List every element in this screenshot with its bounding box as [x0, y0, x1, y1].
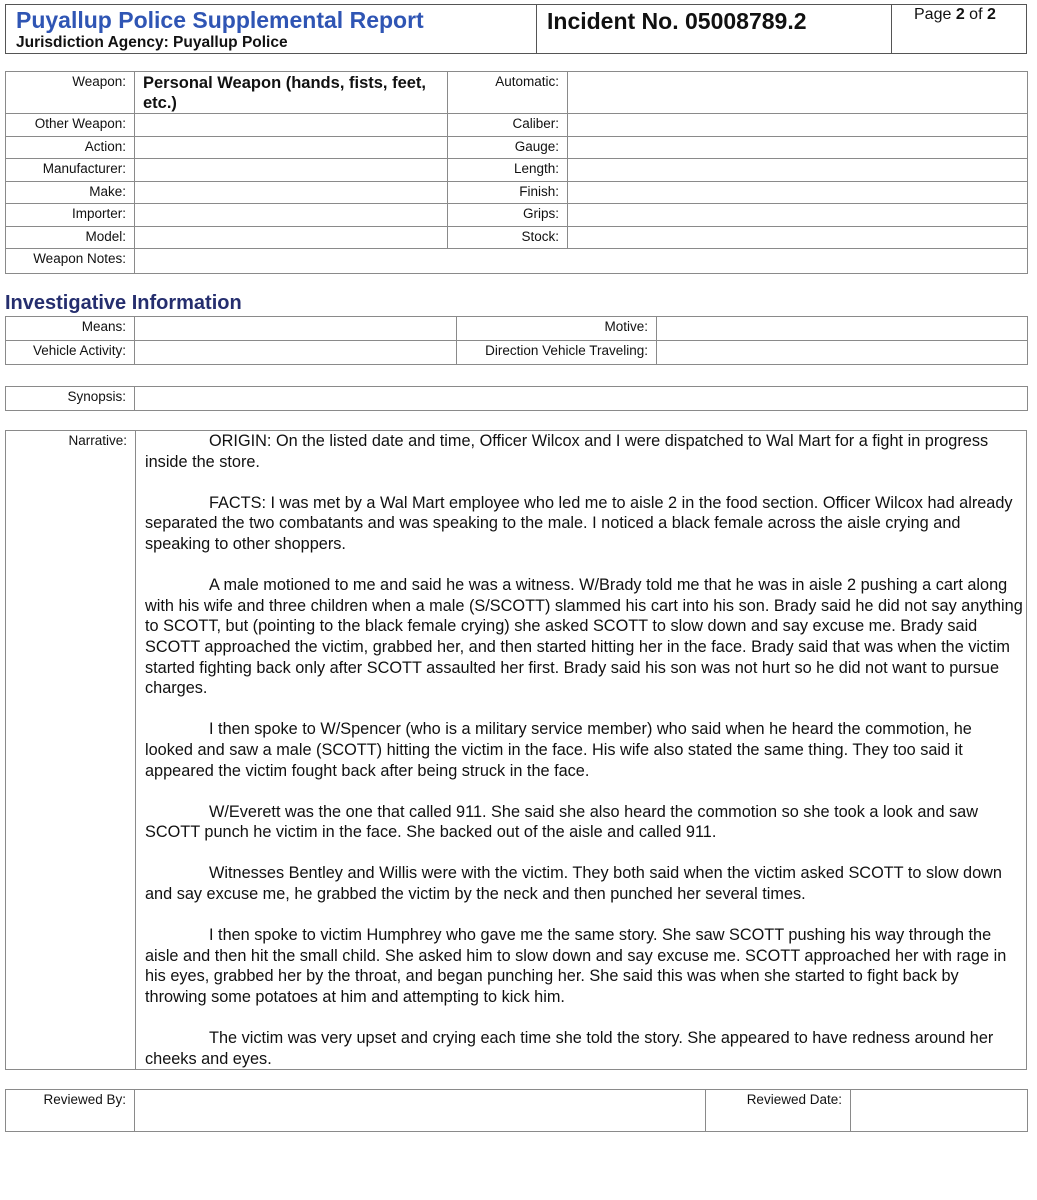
reviewed-date-value: [851, 1090, 1028, 1132]
report-title: Puyallup Police Supplemental Report: [16, 7, 424, 33]
automatic-label: Automatic:: [448, 72, 568, 114]
length-value: [568, 159, 1028, 182]
synopsis-table: [5, 386, 1028, 411]
narrative-paragraph: A male motioned to me and said he was a witness. W/Brady told me that he was in aisle 2 pushing a cart along with his wife and three children when a male (S/SCOTT) slammed his cart into his son. Brady said he did not say anything to SCOTT, but (pointing to the black female crying) she asked SCOTT to slow down and say excuse me. Brady said SCOTT approached the victim, grabbed her, and then started hitting her in the face. Brady said that was when the victim started fighting back only after SCOTT assaulted her first. Brady said his son was not hurt so he did not want to pursue charges.: [145, 576, 1023, 698]
review-row: [6, 1090, 1028, 1132]
narrative-paragraph: FACTS: I was met by a Wal Mart employee who led me to aisle 2 in the food section. Officer Wilcox had already separated the two combatants and was speaking to the male. I noticed a black female across the aisle crying and speaking to other shoppers.: [145, 493, 1013, 553]
direction-vehicle-value: [657, 341, 1028, 365]
section-title-investigative: Investigative Information: [5, 292, 242, 314]
narrative-paragraph: Witnesses Bentley and Willis were with the victim. They both said when the victim asked SCOTT to slow down and say excuse me, he grabbed the victim by the neck and then punched her several times.: [145, 864, 1002, 904]
page-number-cell: [892, 5, 1026, 53]
report-header: [5, 4, 1027, 54]
caliber-label: Caliber:: [448, 114, 568, 137]
importer-row: [6, 204, 1028, 227]
synopsis-value: [135, 387, 1028, 411]
make-value: [135, 182, 448, 204]
finish-label: Finish:: [448, 182, 568, 204]
gauge-value: [568, 137, 1028, 159]
narrative-text: [145, 431, 1023, 1090]
weapon-value: Personal Weapon (hands, fists, feet, etc.): [135, 72, 448, 114]
weapon-table: [5, 71, 1028, 274]
action-value: [135, 137, 448, 159]
automatic-value: [568, 72, 1028, 114]
means-label: Means:: [6, 317, 135, 341]
action-label: Action:: [6, 137, 135, 159]
direction-vehicle-label: Direction Vehicle Traveling:: [457, 341, 657, 365]
means-value: [135, 317, 457, 341]
incident-number: Incident No. 05008789.2: [547, 8, 807, 34]
manufacturer-value: [135, 159, 448, 182]
narrative-paragraph: I then spoke to W/Spencer (who is a military service member) who said when he heard the commotion, he looked and saw a male (SCOTT) hitting the victim in the face. His wife also stated the same thing. They too said it appeared the victim fought back after being struck in the face.: [145, 720, 972, 780]
model-label: Model:: [6, 227, 135, 249]
narrative-paragraph: W/Everett was the one that called 911. She said she also heard the commotion so she took a look and saw SCOTT punch he victim in the face. She backed out of the aisle and called 911.: [145, 802, 978, 842]
manufacturer-row: [6, 159, 1028, 182]
narrative-label-cell: [6, 431, 136, 1069]
review-table: [5, 1089, 1028, 1132]
vehicle-row: [6, 341, 1028, 365]
importer-value: [135, 204, 448, 227]
incident-number-cell: [537, 5, 892, 53]
make-row: [6, 182, 1028, 204]
narrative-label: Narrative:: [68, 433, 127, 448]
reviewed-date-label: Reviewed Date:: [706, 1090, 851, 1132]
reviewed-by-value: [135, 1090, 706, 1132]
jurisdiction-agency: Jurisdiction Agency: Puyallup Police: [16, 34, 288, 51]
weapon-label: Weapon:: [6, 72, 135, 114]
report-title-cell: [6, 5, 537, 53]
investigative-table: [5, 316, 1028, 365]
length-label: Length:: [448, 159, 568, 182]
weapon-row: [6, 72, 1028, 114]
narrative-paragraph: The victim was very upset and crying each time she told the story. She appeared to have redness around her cheeks and eyes.: [145, 1029, 994, 1068]
means-row: [6, 317, 1028, 341]
vehicle-activity-label: Vehicle Activity:: [6, 341, 135, 365]
finish-value: [568, 182, 1028, 204]
weapon-notes-row: [6, 249, 1028, 274]
vehicle-activity-value: [135, 341, 457, 365]
caliber-value: [568, 114, 1028, 137]
motive-label: Motive:: [457, 317, 657, 341]
other-weapon-row: [6, 114, 1028, 137]
motive-value: [657, 317, 1028, 341]
other-weapon-label: Other Weapon:: [6, 114, 135, 137]
action-row: [6, 137, 1028, 159]
stock-label: Stock:: [448, 227, 568, 249]
reviewed-by-label: Reviewed By:: [6, 1090, 135, 1132]
narrative-paragraph: I then spoke to victim Humphrey who gave me the same story. She saw SCOTT pushing his way through the aisle and then hit the small child. She asked him to slow down and say excuse me. SCOTT approached her with rage in his eyes, grabbed her by the throat, and began punching her. She said this was when she started to fight back by throwing some potatoes at him and attempting to kick him.: [145, 926, 1007, 1007]
model-row: [6, 227, 1028, 249]
grips-value: [568, 204, 1028, 227]
stock-value: [568, 227, 1028, 249]
model-value: [135, 227, 448, 249]
narrative-box: [5, 430, 1027, 1070]
make-label: Make:: [6, 182, 135, 204]
gauge-label: Gauge:: [448, 137, 568, 159]
grips-label: Grips:: [448, 204, 568, 227]
synopsis-label: Synopsis:: [6, 387, 135, 411]
weapon-notes-label: Weapon Notes:: [6, 249, 135, 274]
importer-label: Importer:: [6, 204, 135, 227]
other-weapon-value: [135, 114, 448, 137]
page-number: Page 2 of 2: [914, 6, 996, 23]
manufacturer-label: Manufacturer:: [6, 159, 135, 182]
synopsis-row: [6, 387, 1028, 411]
weapon-notes-value: [135, 249, 1028, 274]
narrative-paragraph: ORIGIN: On the listed date and time, Officer Wilcox and I were dispatched to Wal Mart for a fight in progress inside the store.: [145, 432, 989, 471]
